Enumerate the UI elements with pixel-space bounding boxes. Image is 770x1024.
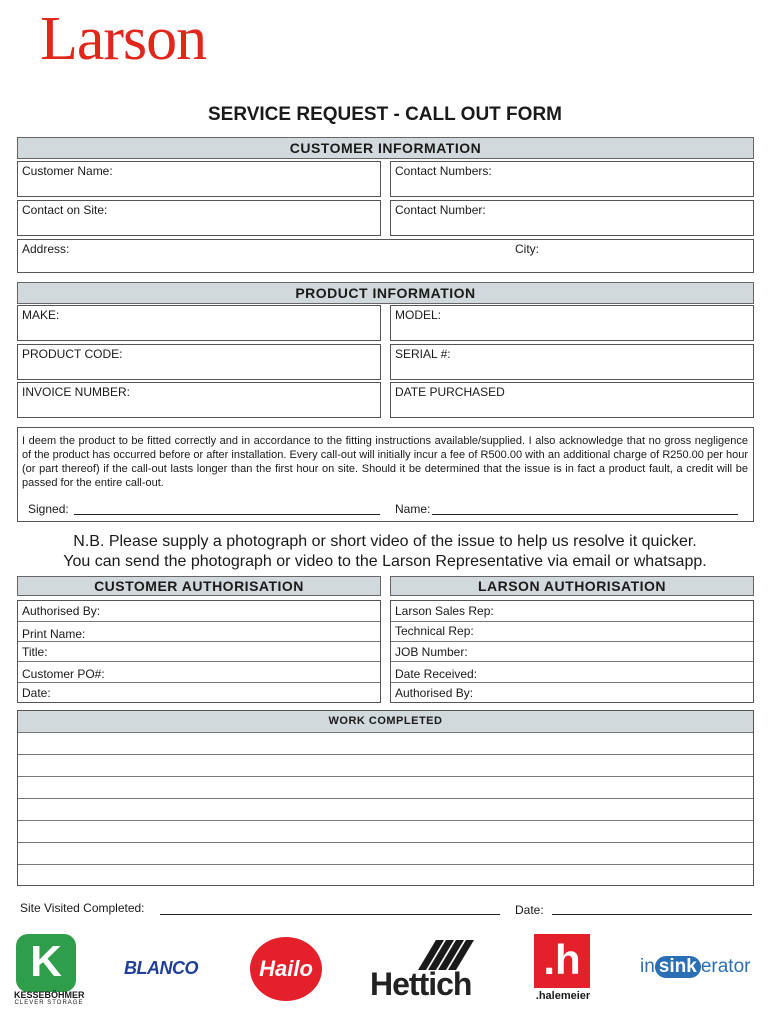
product-info-heading: PRODUCT INFORMATION (17, 282, 754, 304)
address-label: Address: (22, 242, 70, 256)
halemeier-name: .halemeier (535, 990, 591, 1002)
work-line[interactable] (18, 799, 753, 821)
model-field[interactable] (390, 305, 754, 341)
work-completed-box (17, 710, 754, 886)
contact-number-field[interactable] (390, 200, 754, 236)
customer-auth-row[interactable] (18, 683, 380, 702)
insinkerator-post: erator (700, 956, 751, 977)
hailo-logo: Hailo (250, 937, 322, 1001)
date-label: Date: (515, 903, 544, 917)
work-line[interactable] (18, 821, 753, 843)
date-purchased-label: DATE PURCHASED (395, 385, 505, 399)
hettich-stripes-icon (418, 934, 474, 970)
serial-label: SERIAL #: (395, 347, 451, 361)
work-line[interactable] (18, 843, 753, 865)
name-line[interactable] (432, 514, 738, 515)
name-label: Name: (395, 502, 431, 516)
insinkerator-pre: in (640, 956, 655, 977)
larson-auth-row[interactable] (391, 642, 753, 662)
larson-auth-row[interactable] (391, 683, 753, 702)
kesseboehmer-name: KESSEBÖHMER (14, 990, 85, 1000)
job-number-label: JOB Number: (395, 645, 468, 659)
insinkerator-logo (640, 956, 750, 978)
kesseboehmer-tagline: CLEVER STORAGE (14, 1000, 84, 1006)
customer-info-heading: CUSTOMER INFORMATION (17, 137, 754, 159)
customer-auth-row[interactable] (18, 662, 380, 683)
larson-auth-heading: LARSON AUTHORISATION (390, 576, 754, 596)
invoice-number-field[interactable] (17, 382, 381, 418)
halemeier-mark: .h (534, 934, 590, 988)
work-line[interactable] (18, 755, 753, 777)
customer-auth-row[interactable] (18, 601, 380, 622)
customer-date-label: Date: (22, 686, 51, 700)
date-received-label: Date Received: (395, 667, 478, 681)
product-code-field[interactable] (17, 344, 381, 380)
site-visited-label: Site Visited Completed: (20, 901, 145, 915)
contact-numbers-field[interactable] (390, 161, 754, 197)
work-line[interactable] (18, 865, 753, 885)
disclaimer-text: I deem the product to be fitted correctly and in accordance to the fitting instructions available/supplied. I also acknowledge that no gross negligence of the product has occurred before or after installation. Every call-out will initially incur a fee of R500.00 with an additional charge of R250.00 per hour (or part thereof) if the call-out lasts longer than the first hour on site. Should it be determined that the issue is in fact a product fault, a credit will be passed for the entire call-out. (22, 435, 748, 489)
make-field[interactable] (17, 305, 381, 341)
authorised-by-label: Authorised By: (22, 604, 101, 618)
insinkerator-mid: sink (655, 956, 701, 978)
title-label: Title: (22, 645, 48, 659)
larson-auth-row[interactable] (391, 662, 753, 683)
nb-line-2: You can send the photograph or video to the Larson Representative via email or whatsapp. (63, 553, 707, 570)
sales-rep-label: Larson Sales Rep: (395, 604, 494, 618)
customer-auth-row[interactable] (18, 642, 380, 662)
customer-name-label: Customer Name: (22, 164, 113, 178)
brand-logo: Larson (40, 5, 207, 73)
print-name-label: Print Name: (22, 627, 86, 641)
customer-auth-box (17, 600, 381, 703)
signed-line[interactable] (74, 514, 380, 515)
city-label: City: (515, 242, 539, 256)
nb-line-1: N.B. Please supply a photograph or short video of the issue to help us resolve it quicker. (73, 533, 697, 550)
work-line[interactable] (18, 733, 753, 755)
larson-authorised-by-label: Authorised By: (395, 686, 474, 700)
address-field[interactable] (17, 239, 754, 273)
contact-numbers-label: Contact Numbers: (395, 164, 492, 178)
blanco-logo: BLANCO (124, 958, 198, 978)
make-label: MAKE: (22, 308, 60, 322)
invoice-number-label: INVOICE NUMBER: (22, 385, 131, 399)
technical-rep-label: Technical Rep: (395, 624, 474, 638)
customer-auth-heading: CUSTOMER AUTHORISATION (17, 576, 381, 596)
customer-name-field[interactable] (17, 161, 381, 197)
product-code-label: PRODUCT CODE: (22, 347, 123, 361)
contact-on-site-field[interactable] (17, 200, 381, 236)
signed-label: Signed: (28, 502, 69, 516)
nb-note (0, 532, 770, 572)
customer-po-label: Customer PO#: (22, 667, 105, 681)
kesseboehmer-logo-icon: K (16, 934, 76, 992)
date-purchased-field[interactable] (390, 382, 754, 418)
work-completed-heading: WORK COMPLETED (18, 711, 753, 733)
larson-auth-row[interactable] (391, 601, 753, 622)
larson-auth-row[interactable] (391, 622, 753, 642)
customer-auth-row[interactable] (18, 622, 380, 642)
form-title: SERVICE REQUEST - CALL OUT FORM (208, 104, 562, 125)
site-visited-line[interactable] (160, 914, 500, 915)
contact-number-label: Contact Number: (395, 203, 486, 217)
work-line[interactable] (18, 777, 753, 799)
hettich-logo: Hettich (370, 966, 472, 1002)
contact-on-site-label: Contact on Site: (22, 203, 108, 217)
model-label: MODEL: (395, 308, 442, 322)
serial-field[interactable] (390, 344, 754, 380)
date-line[interactable] (552, 914, 752, 915)
larson-auth-box (390, 600, 754, 703)
